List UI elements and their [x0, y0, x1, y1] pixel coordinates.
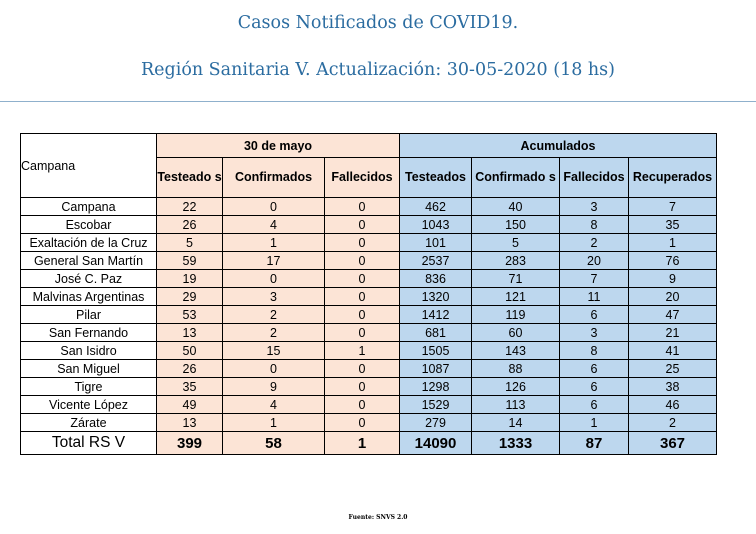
table-cell: 113: [472, 396, 560, 414]
col-header-cum-confirmed: Confirmado s: [472, 158, 560, 198]
table-cell: 17: [223, 252, 325, 270]
source-note: Fuente: SNVS 2.0: [348, 514, 408, 521]
table-cell: 1529: [400, 396, 472, 414]
table-row: [21, 414, 717, 432]
table-cell: 29: [157, 288, 223, 306]
table-cell: 279: [400, 414, 472, 432]
table-cell: 1: [223, 414, 325, 432]
col-header-cum-tested: Testeados: [400, 158, 472, 198]
table-row: [21, 324, 717, 342]
table-cell: 0: [223, 270, 325, 288]
table-cell: 50: [157, 342, 223, 360]
table-cell: 5: [157, 234, 223, 252]
table-cell: 0: [325, 270, 400, 288]
table-cell: 53: [157, 306, 223, 324]
table-cell: 1: [560, 414, 629, 432]
table-row: [21, 306, 717, 324]
title-divider: [0, 101, 756, 102]
col-header-day-tested: Testeado s: [157, 158, 223, 198]
table-cell: 1087: [400, 360, 472, 378]
table-row: [21, 234, 717, 252]
table-cell: 6: [560, 306, 629, 324]
table-cell: 26: [157, 216, 223, 234]
table-cell: 40: [472, 198, 560, 216]
table-row: [21, 198, 717, 216]
col-header-day-deceased: Fallecidos: [325, 158, 400, 198]
table-cell: 58: [223, 432, 325, 455]
table-cell: 14: [472, 414, 560, 432]
row-label: José C. Paz: [21, 270, 157, 288]
col-header-day-confirmed: Confirmados: [223, 158, 325, 198]
table-cell: 38: [629, 378, 717, 396]
table-cell: 0: [325, 216, 400, 234]
row-label: Malvinas Argentinas: [21, 288, 157, 306]
col-header-cum-deceased: Fallecidos: [560, 158, 629, 198]
row-label: General San Martín: [21, 252, 157, 270]
table-cell: 3: [560, 198, 629, 216]
page-subtitle: Región Sanitaria V. Actualización: 30-05-2020 (18 hs): [140, 60, 615, 80]
table-cell: 150: [472, 216, 560, 234]
table-cell: 8: [560, 342, 629, 360]
table-cell: 21: [629, 324, 717, 342]
row-label: Vicente López: [21, 396, 157, 414]
table-cell: 119: [472, 306, 560, 324]
table-cell: 2537: [400, 252, 472, 270]
table-cell: 6: [560, 396, 629, 414]
table-cell: 1320: [400, 288, 472, 306]
table-cell: 3: [223, 288, 325, 306]
row-label: San Isidro: [21, 342, 157, 360]
table-cell: 76: [629, 252, 717, 270]
table-cell: 20: [560, 252, 629, 270]
table-cell: 6: [560, 378, 629, 396]
table-cell: 0: [223, 198, 325, 216]
table-cell: 13: [157, 324, 223, 342]
table-body: [21, 198, 717, 455]
table-cell: 836: [400, 270, 472, 288]
table-cell: 0: [223, 360, 325, 378]
row-label: Campana: [21, 198, 157, 216]
row-label: Total RS V: [21, 432, 157, 455]
table-cell: 7: [560, 270, 629, 288]
table-cell: 71: [472, 270, 560, 288]
table-cell: 0: [325, 288, 400, 306]
table-cell: 121: [472, 288, 560, 306]
table-cell: 26: [157, 360, 223, 378]
table-row: [21, 252, 717, 270]
table-cell: 0: [325, 396, 400, 414]
table-cell: 1: [629, 234, 717, 252]
table-cell: 60: [472, 324, 560, 342]
table-cell: 19: [157, 270, 223, 288]
table-row: [21, 288, 717, 306]
table-cell: 5: [472, 234, 560, 252]
table-cell: 0: [325, 414, 400, 432]
table-cell: 22: [157, 198, 223, 216]
table-cell: 2: [223, 306, 325, 324]
table-cell: 1: [325, 432, 400, 455]
table-cell: 13: [157, 414, 223, 432]
table-cell: 101: [400, 234, 472, 252]
table-cell: 1412: [400, 306, 472, 324]
table-cell: 367: [629, 432, 717, 455]
table-cell: 0: [325, 252, 400, 270]
table-row: [21, 216, 717, 234]
table-cell: 35: [629, 216, 717, 234]
table-cell: 1: [223, 234, 325, 252]
page-title: Casos Notificados de COVID19.: [237, 13, 519, 33]
table-cell: 8: [560, 216, 629, 234]
table-cell: 399: [157, 432, 223, 455]
table-cell: 4: [223, 216, 325, 234]
table-row: [21, 360, 717, 378]
row-label: San Fernando: [21, 324, 157, 342]
table-cell: 283: [472, 252, 560, 270]
table-cell: 49: [157, 396, 223, 414]
table-cell: 25: [629, 360, 717, 378]
table-cell: 1: [325, 342, 400, 360]
col-header-cum-recovered: Recuperados: [629, 158, 717, 198]
table-cell: 4: [223, 396, 325, 414]
table-cell: 35: [157, 378, 223, 396]
row-label: Escobar: [21, 216, 157, 234]
table-cell: 15: [223, 342, 325, 360]
table-row: [21, 396, 717, 414]
row-label: Exaltación de la Cruz: [21, 234, 157, 252]
table-cell: 0: [325, 198, 400, 216]
table-cell: 87: [560, 432, 629, 455]
table-row: [21, 270, 717, 288]
table-cell: 0: [325, 306, 400, 324]
table-cell: 2: [560, 234, 629, 252]
table-cell: 11: [560, 288, 629, 306]
table-cell: 1298: [400, 378, 472, 396]
row-label: Tigre: [21, 378, 157, 396]
table-cell: 0: [325, 378, 400, 396]
table-cell: 3: [560, 324, 629, 342]
table-cell: 1043: [400, 216, 472, 234]
table-cell: 143: [472, 342, 560, 360]
table-cell: 126: [472, 378, 560, 396]
table-cell: 0: [325, 360, 400, 378]
table-cell: 20: [629, 288, 717, 306]
table-cell: 681: [400, 324, 472, 342]
table-cell: 47: [629, 306, 717, 324]
corner-label: Campana: [21, 134, 157, 198]
table-cell: 59: [157, 252, 223, 270]
table-cell: 6: [560, 360, 629, 378]
row-label: Pilar: [21, 306, 157, 324]
table-cell: 7: [629, 198, 717, 216]
table-row: [21, 342, 717, 360]
table-cell: 462: [400, 198, 472, 216]
table-cell: 14090: [400, 432, 472, 455]
table-cell: 2: [629, 414, 717, 432]
covid-cases-table: [20, 133, 717, 455]
group-header-cumulative: Acumulados: [400, 134, 717, 158]
table-cell: 41: [629, 342, 717, 360]
table-cell: 0: [325, 324, 400, 342]
table-cell: 9: [223, 378, 325, 396]
row-label: San Miguel: [21, 360, 157, 378]
table-cell: 1505: [400, 342, 472, 360]
table-row: [21, 378, 717, 396]
total-row: [21, 432, 717, 455]
table-cell: 0: [325, 234, 400, 252]
table-cell: 46: [629, 396, 717, 414]
table-cell: 1333: [472, 432, 560, 455]
table-cell: 9: [629, 270, 717, 288]
group-header-day: 30 de mayo: [157, 134, 400, 158]
table-cell: 88: [472, 360, 560, 378]
table-cell: 2: [223, 324, 325, 342]
row-label: Zárate: [21, 414, 157, 432]
